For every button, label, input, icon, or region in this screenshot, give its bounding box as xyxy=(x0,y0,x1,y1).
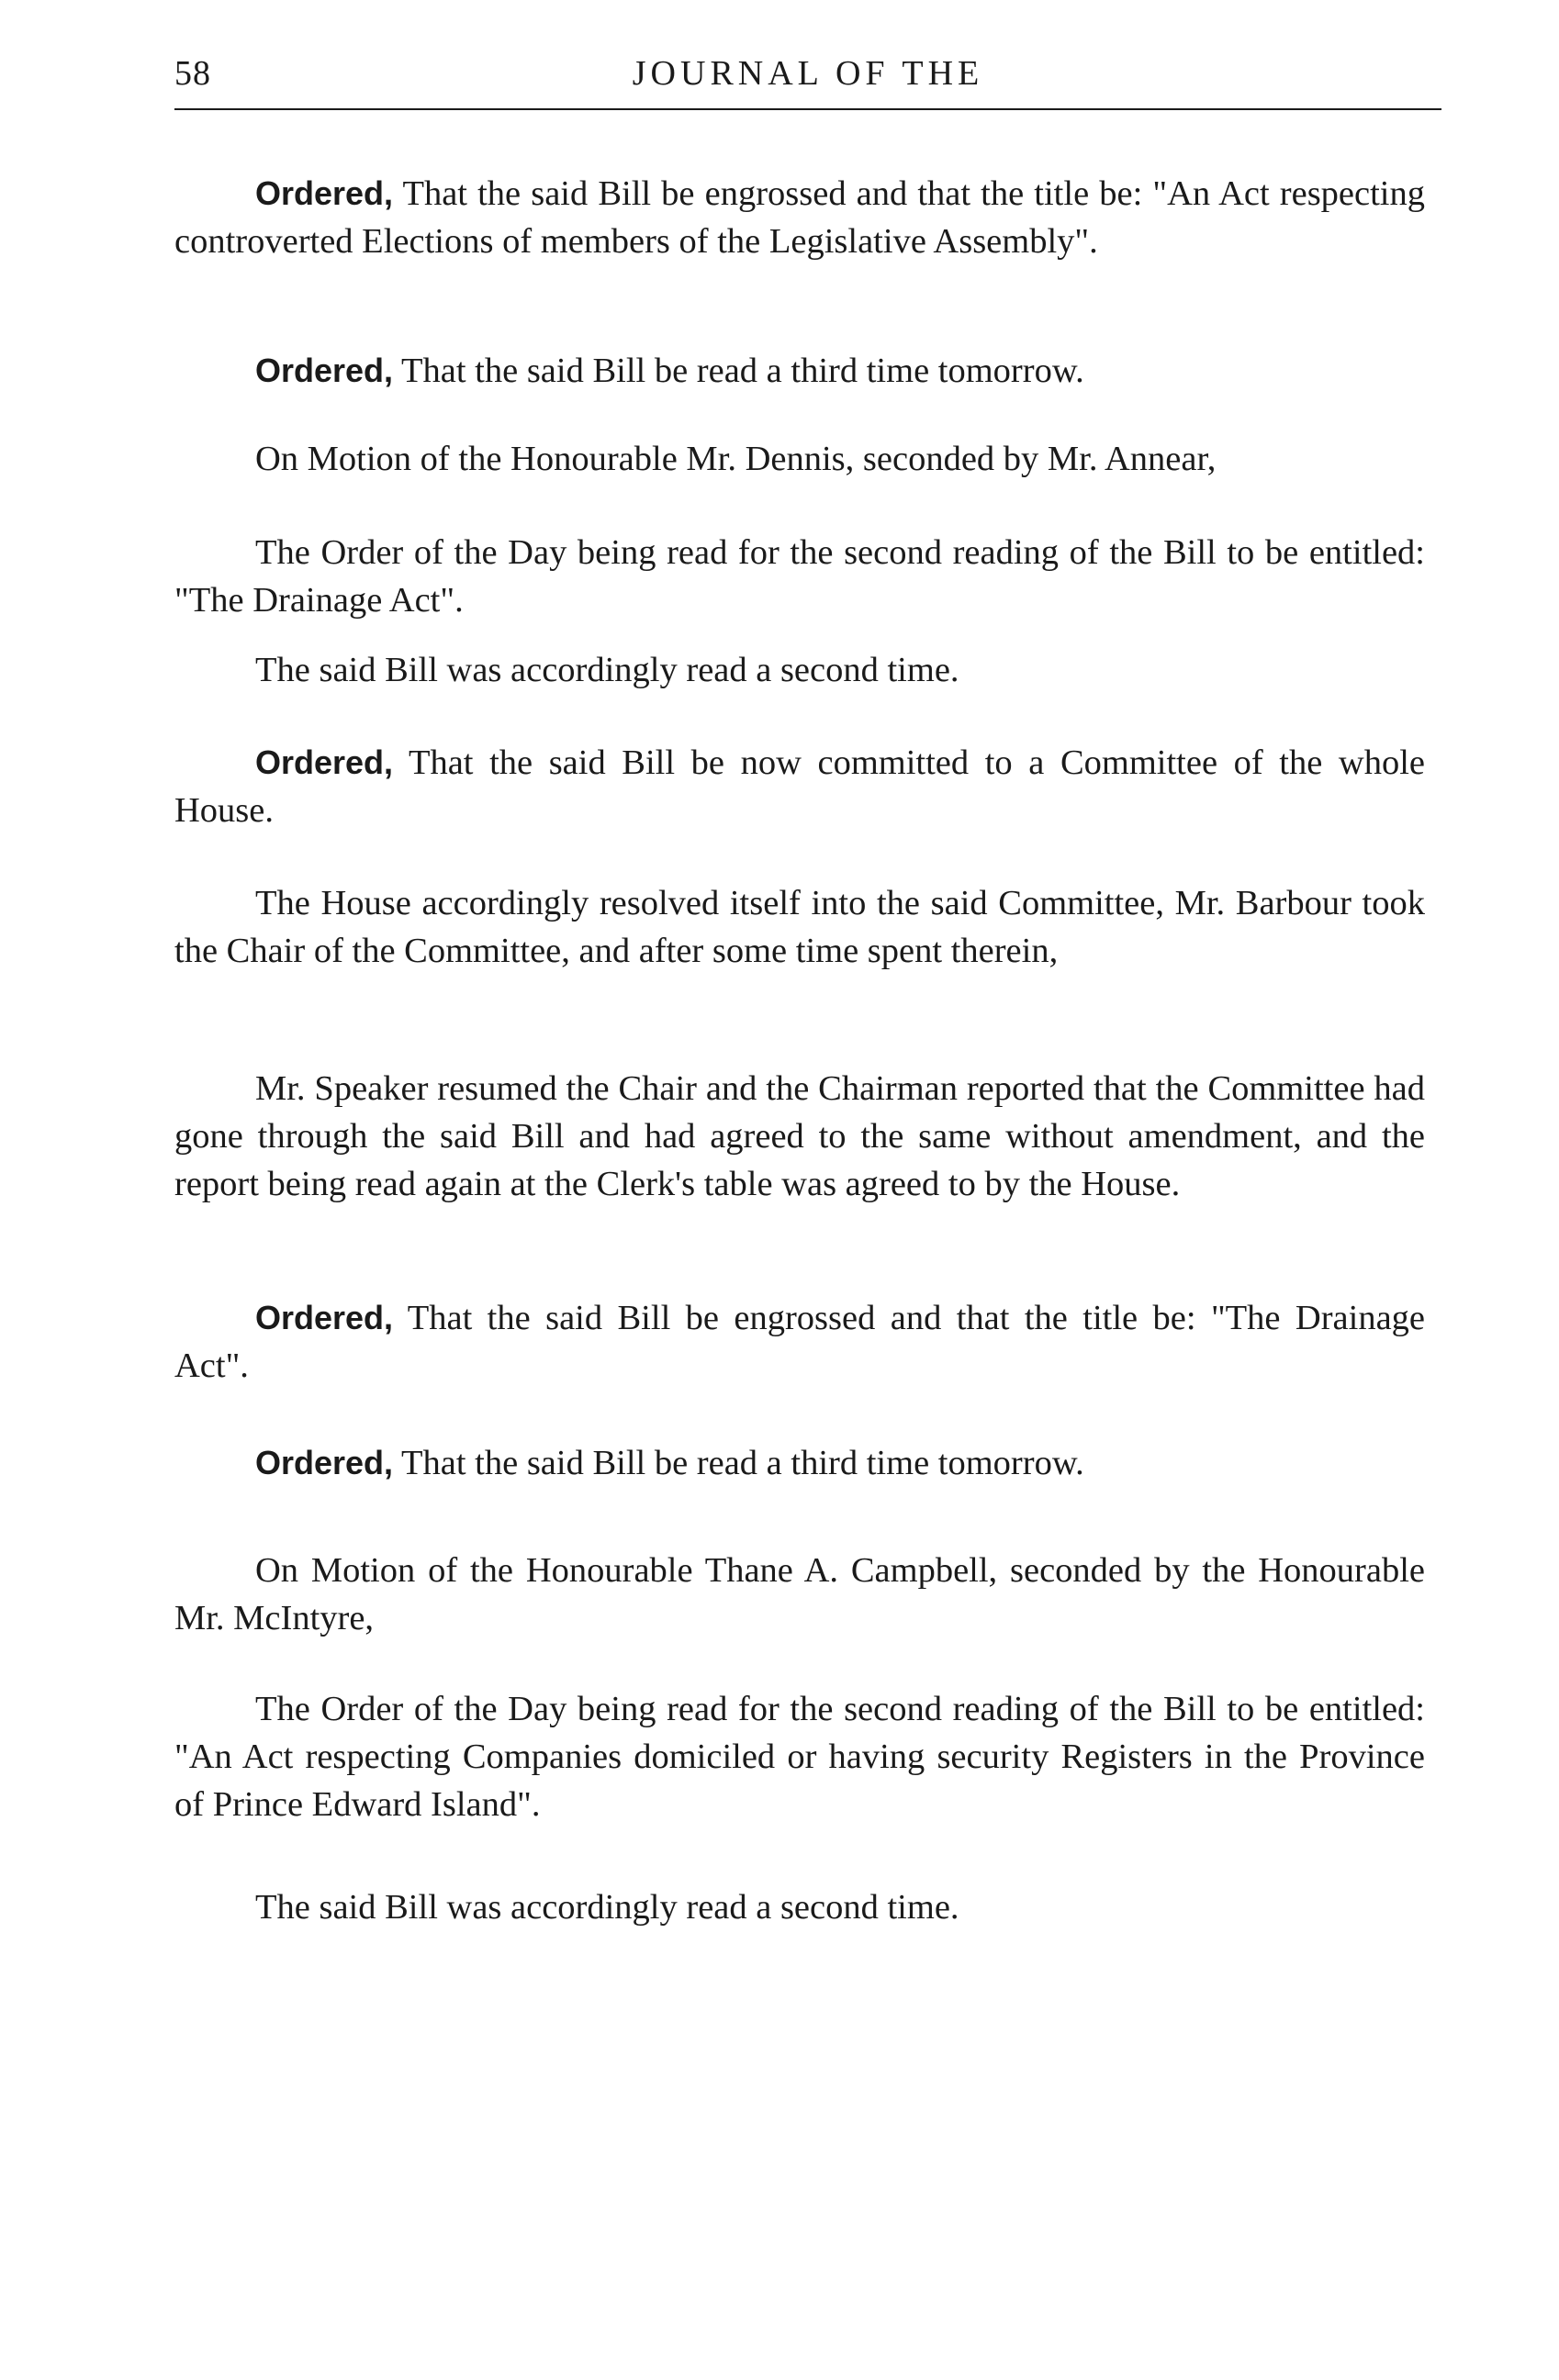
ordered-label: Ordered, xyxy=(255,743,394,781)
ordered-label: Ordered, xyxy=(255,352,394,389)
paragraph-text: On Motion of the Honourable Thane A. Campbell, seconded by the Honourable Mr. McIntyre, xyxy=(174,1551,1425,1637)
paragraph-second-reading-2 xyxy=(174,1883,1425,1931)
ordered-label: Ordered, xyxy=(255,174,394,212)
paragraph-order-companies xyxy=(174,1685,1425,1828)
page-header xyxy=(174,53,1441,99)
ordered-label: Ordered, xyxy=(255,1299,394,1336)
header-rule xyxy=(174,108,1441,110)
paragraph-order-drainage xyxy=(174,529,1425,624)
ordered-label: Ordered, xyxy=(255,1444,394,1481)
paragraph-text: The said Bill was accordingly read a second time. xyxy=(255,1888,959,1927)
paragraph-ordered-title-drainage xyxy=(174,1294,1425,1390)
paragraph-motion-campbell xyxy=(174,1547,1425,1642)
paragraph-text: The Order of the Day being read for the second reading of the Bill to be entitled: "An Act respecting Companies domiciled or having security Registers in the Province of Prince Edward Island". xyxy=(174,1690,1425,1824)
page-number: 58 xyxy=(174,54,211,93)
paragraph-text: That the said Bill be read a third time tomorrow. xyxy=(393,352,1084,390)
paragraph-text: On Motion of the Honourable Mr. Dennis, seconded by Mr. Annear, xyxy=(255,440,1217,478)
paragraph-text: Mr. Speaker resumed the Chair and the Chairman reported that the Committee had gone through the said Bill and had agreed to the same without amendment, and the report being read again at the Clerk's table was agreed to by the House. xyxy=(174,1069,1425,1203)
paragraph-ordered-third-reading xyxy=(174,347,1425,395)
paragraph-house-resolved xyxy=(174,879,1425,975)
paragraph-text: That the said Bill be engrossed and that the title be: "An Act respecting controverted Elections of members of the Legislative Assembly". xyxy=(174,174,1425,261)
paragraph-text: The Order of the Day being read for the second reading of the Bill to be entitled: "The Drainage Act". xyxy=(174,533,1425,620)
paragraph-text: That the said Bill be now committed to a Committee of the whole House. xyxy=(174,743,1425,830)
paragraph-motion-dennis xyxy=(174,435,1425,483)
paragraph-ordered-committee xyxy=(174,739,1425,834)
paragraph-second-reading xyxy=(174,646,1425,694)
paragraph-text: The House accordingly resolved itself into the said Committee, Mr. Barbour took the Chair of the Committee, and after some time spent therein, xyxy=(174,884,1425,970)
paragraph-text: That the said Bill be engrossed and that the title be: "The Drainage Act". xyxy=(174,1299,1425,1385)
paragraph-ordered-title-elections xyxy=(174,170,1425,265)
paragraph-text: The said Bill was accordingly read a second time. xyxy=(255,651,959,689)
running-head: JOURNAL OF THE xyxy=(632,54,984,93)
paragraph-text: That the said Bill be read a third time tomorrow. xyxy=(393,1444,1084,1482)
paragraph-speaker-resumed xyxy=(174,1065,1425,1208)
paragraph-ordered-third-reading-2 xyxy=(174,1439,1425,1487)
